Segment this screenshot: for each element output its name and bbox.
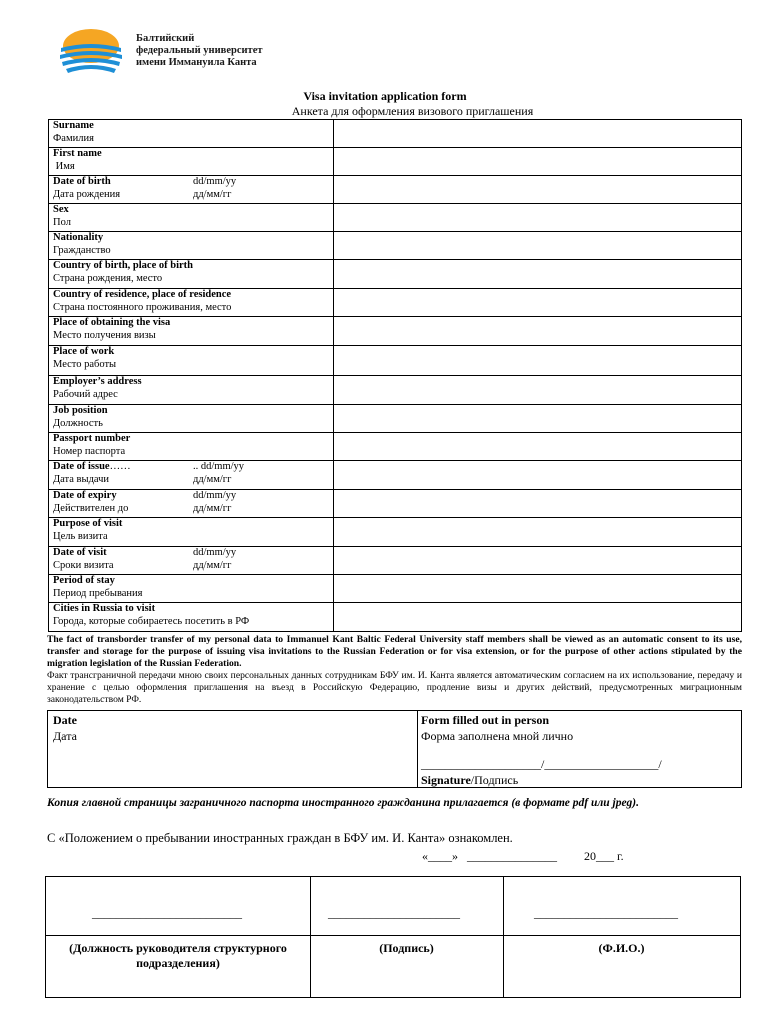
field-value-input[interactable] [334, 405, 742, 433]
field-label-en [53, 547, 329, 560]
field-label [49, 346, 334, 376]
field-label-en [53, 289, 329, 302]
signature-label-en: Signature [421, 773, 471, 787]
field-label-en-text: Nationality [53, 232, 104, 243]
date-format-hint-ru: дд/мм/гг [193, 474, 232, 485]
field-label [49, 433, 334, 461]
signature-line: ______________________ [328, 906, 460, 920]
field-label-ru: Страна рождения, место [53, 272, 163, 284]
field-value-input[interactable] [334, 518, 742, 547]
form-row [49, 120, 742, 148]
field-label-en-text: Date of visit [53, 547, 107, 558]
field-label-en-text: Surname [53, 120, 94, 131]
field-label-en-text: Date of birth [53, 176, 111, 187]
field-label-suffix: …… [109, 461, 131, 472]
field-label-en-text: Country of residence, place of residence [53, 289, 232, 300]
field-label-ru: Период пребывания [53, 587, 143, 599]
consent-ru: Факт трансграничной передачи мною своих персональных данных сотрудникам БФУ им. И. Канта является автоматическим согласием на их использование, передачу и хранение с целью оформления приглашения на въезд в Российскую Федерацию, продление визы и других действий, предусмотренных миграционным законодательством РФ. [47, 669, 742, 705]
name-line: ________________________ [534, 906, 678, 920]
field-label-en [53, 405, 329, 418]
date-format-hint-en: .. dd/mm/yy [193, 461, 245, 472]
signature-lines[interactable]: ____________________/___________________/ [421, 757, 662, 771]
position-caption: (Должность руководителя структурного подразделения) [69, 941, 287, 970]
university-logo [58, 28, 124, 78]
field-label-en [53, 148, 329, 161]
field-label-ru: Цель визита [53, 530, 108, 542]
field-label-ru: Должность [53, 417, 103, 429]
field-label-ru: Фамилия [53, 132, 94, 144]
field-label [49, 232, 334, 260]
field-label-ru: Номер паспорта [53, 445, 126, 457]
form-row [49, 289, 742, 317]
field-label-en [53, 376, 329, 389]
form-row [49, 405, 742, 433]
signature-label-ru: /Подпись [470, 773, 519, 787]
field-value-input[interactable] [334, 603, 742, 632]
form-row [49, 547, 742, 575]
field-label [49, 260, 334, 289]
signature-label [421, 773, 518, 787]
form-row [49, 317, 742, 346]
regulation-acknowledgement: С «Положением о пребывании иностранных граждан в БФУ им. И. Канта» ознакомлен. [47, 831, 513, 845]
field-label-en-text: Place of work [53, 346, 115, 357]
field-value-input[interactable] [334, 490, 742, 518]
university-name-line: Балтийский [136, 33, 195, 44]
date-format-hint-en: dd/mm/yy [193, 176, 237, 187]
field-value-input[interactable] [334, 120, 742, 148]
field-label-en [53, 575, 329, 588]
filled-label-en: Form filled out in person [421, 713, 549, 727]
field-label-en [53, 490, 329, 503]
form-title: Visa invitation application form [303, 89, 467, 103]
field-label-en-text: Period of stay [53, 575, 115, 586]
field-label-en-text: Date of issue [53, 461, 110, 472]
field-label [49, 120, 334, 148]
field-value-input[interactable] [334, 232, 742, 260]
date-format-hint-ru: дд/мм/гг [193, 189, 232, 200]
field-label-ru: Место получения визы [53, 329, 156, 341]
date-format-hint-ru: дд/мм/гг [193, 503, 232, 514]
field-label [49, 405, 334, 433]
form-row [49, 575, 742, 603]
field-label-en-text: Country of birth, place of birth [53, 260, 193, 271]
field-label-ru: Страна постоянного проживания, место [53, 301, 232, 313]
form-row [49, 346, 742, 376]
field-label-ru: Место работы [53, 358, 117, 370]
field-label [49, 575, 334, 603]
application-form-table [48, 119, 742, 632]
university-name-line: имени Иммануила Канта [136, 57, 257, 68]
field-label [49, 490, 334, 518]
field-label-en [53, 232, 329, 245]
field-label [49, 148, 334, 176]
form-row [49, 490, 742, 518]
field-label [49, 518, 334, 547]
field-label-en-text: Place of obtaining the visa [53, 317, 171, 328]
field-value-input[interactable] [334, 148, 742, 176]
field-label-ru: Дата выдачи [53, 473, 110, 485]
filled-label-ru: Форма заполнена мной лично [421, 729, 574, 743]
form-row [49, 260, 742, 289]
consent-en: The fact of transborder transfer of my personal data to Immanuel Kant Baltic Federal University staff members shall be viewed as an automatic consent to its use, transfer and storage for the purpose of issuing visa invitations to the Russian Federation or for visa extension, or for the purpose of other actions stipulated by the migration legislation of the Russian Federation. [47, 634, 742, 669]
field-value-input[interactable] [334, 289, 742, 317]
signature-caption: (Подпись) [379, 941, 434, 955]
field-value-input[interactable] [334, 176, 742, 204]
field-label-en [53, 260, 329, 273]
field-label-en [53, 518, 329, 531]
field-value-input[interactable] [334, 204, 742, 232]
field-label-en [53, 176, 329, 189]
field-value-input[interactable] [334, 376, 742, 405]
field-value-input[interactable] [334, 317, 742, 346]
field-label-en [53, 603, 329, 616]
field-label-en-text: First name [53, 148, 102, 159]
approval-divider [46, 935, 740, 936]
field-value-input[interactable] [334, 461, 742, 490]
date-label-ru: Дата [53, 729, 77, 743]
approval-col-signature[interactable] [310, 877, 504, 997]
field-value-input[interactable] [334, 346, 742, 376]
date-format-hint-ru: дд/мм/гг [193, 560, 232, 571]
field-label [49, 204, 334, 232]
field-label [49, 376, 334, 405]
field-label-ru: Сроки визита [53, 559, 114, 571]
field-label-en-text: Sex [53, 204, 69, 215]
field-label-en [53, 204, 329, 217]
approval-col-position[interactable] [46, 877, 311, 997]
field-value-input[interactable] [334, 433, 742, 461]
form-row [49, 176, 742, 204]
consent-text [47, 634, 742, 705]
field-label [49, 289, 334, 317]
field-label [49, 461, 334, 490]
form-row [49, 433, 742, 461]
field-value-input[interactable] [334, 575, 742, 603]
approval-table [45, 876, 741, 998]
field-label-ru: Дата рождения [53, 188, 121, 200]
form-row [49, 603, 742, 632]
field-label [49, 176, 334, 204]
passport-copy-note: Копия главной страницы заграничного паспорта иностранного гражданина прилагается (в формате pdf или jpeg). [47, 797, 640, 809]
date-cell[interactable] [48, 711, 418, 787]
field-label [49, 547, 334, 575]
field-label [49, 603, 334, 632]
form-row [49, 232, 742, 260]
form-row [49, 461, 742, 490]
form-row [49, 518, 742, 547]
field-value-input[interactable] [334, 260, 742, 289]
field-label [49, 317, 334, 346]
field-label-ru: Гражданство [53, 244, 111, 256]
field-label-en-text: Date of expiry [53, 490, 117, 501]
field-label-en-text: Job position [53, 405, 108, 416]
field-label-ru: Пол [53, 216, 71, 228]
field-label-ru: Рабочий адрес [53, 388, 118, 400]
field-label-en [53, 461, 329, 474]
field-label-en-text: Employer’s address [53, 376, 142, 387]
field-value-input[interactable] [334, 547, 742, 575]
field-label-ru: Имя [53, 160, 75, 172]
university-name [136, 33, 263, 69]
signature-box [47, 710, 742, 788]
field-label-en-text: Passport number [53, 433, 131, 444]
date-fill-line[interactable]: «____» _______________ 20___ г. [422, 849, 624, 863]
field-label-en-text: Purpose of visit [53, 518, 123, 529]
form-row [49, 376, 742, 405]
field-label-ru: Города, которые собираетесь посетить в РФ [53, 615, 250, 627]
field-label-en [53, 317, 329, 330]
date-label-en: Date [53, 713, 77, 727]
date-format-hint-en: dd/mm/yy [193, 490, 237, 501]
field-label-en [53, 346, 329, 359]
name-caption: (Ф.И.О.) [598, 941, 645, 955]
position-line: _________________________ [92, 906, 242, 920]
field-label-en-text: Cities in Russia to visit [53, 603, 156, 614]
date-format-hint-en: dd/mm/yy [193, 547, 237, 558]
form-title-ru: Анкета для оформления визового приглашения [291, 104, 534, 118]
form-row [49, 204, 742, 232]
university-name-line: федеральный университет [136, 45, 263, 56]
field-label-ru: Действителен до [53, 502, 129, 514]
field-label-en [53, 120, 329, 133]
field-label-en [53, 433, 329, 446]
form-row [49, 148, 742, 176]
